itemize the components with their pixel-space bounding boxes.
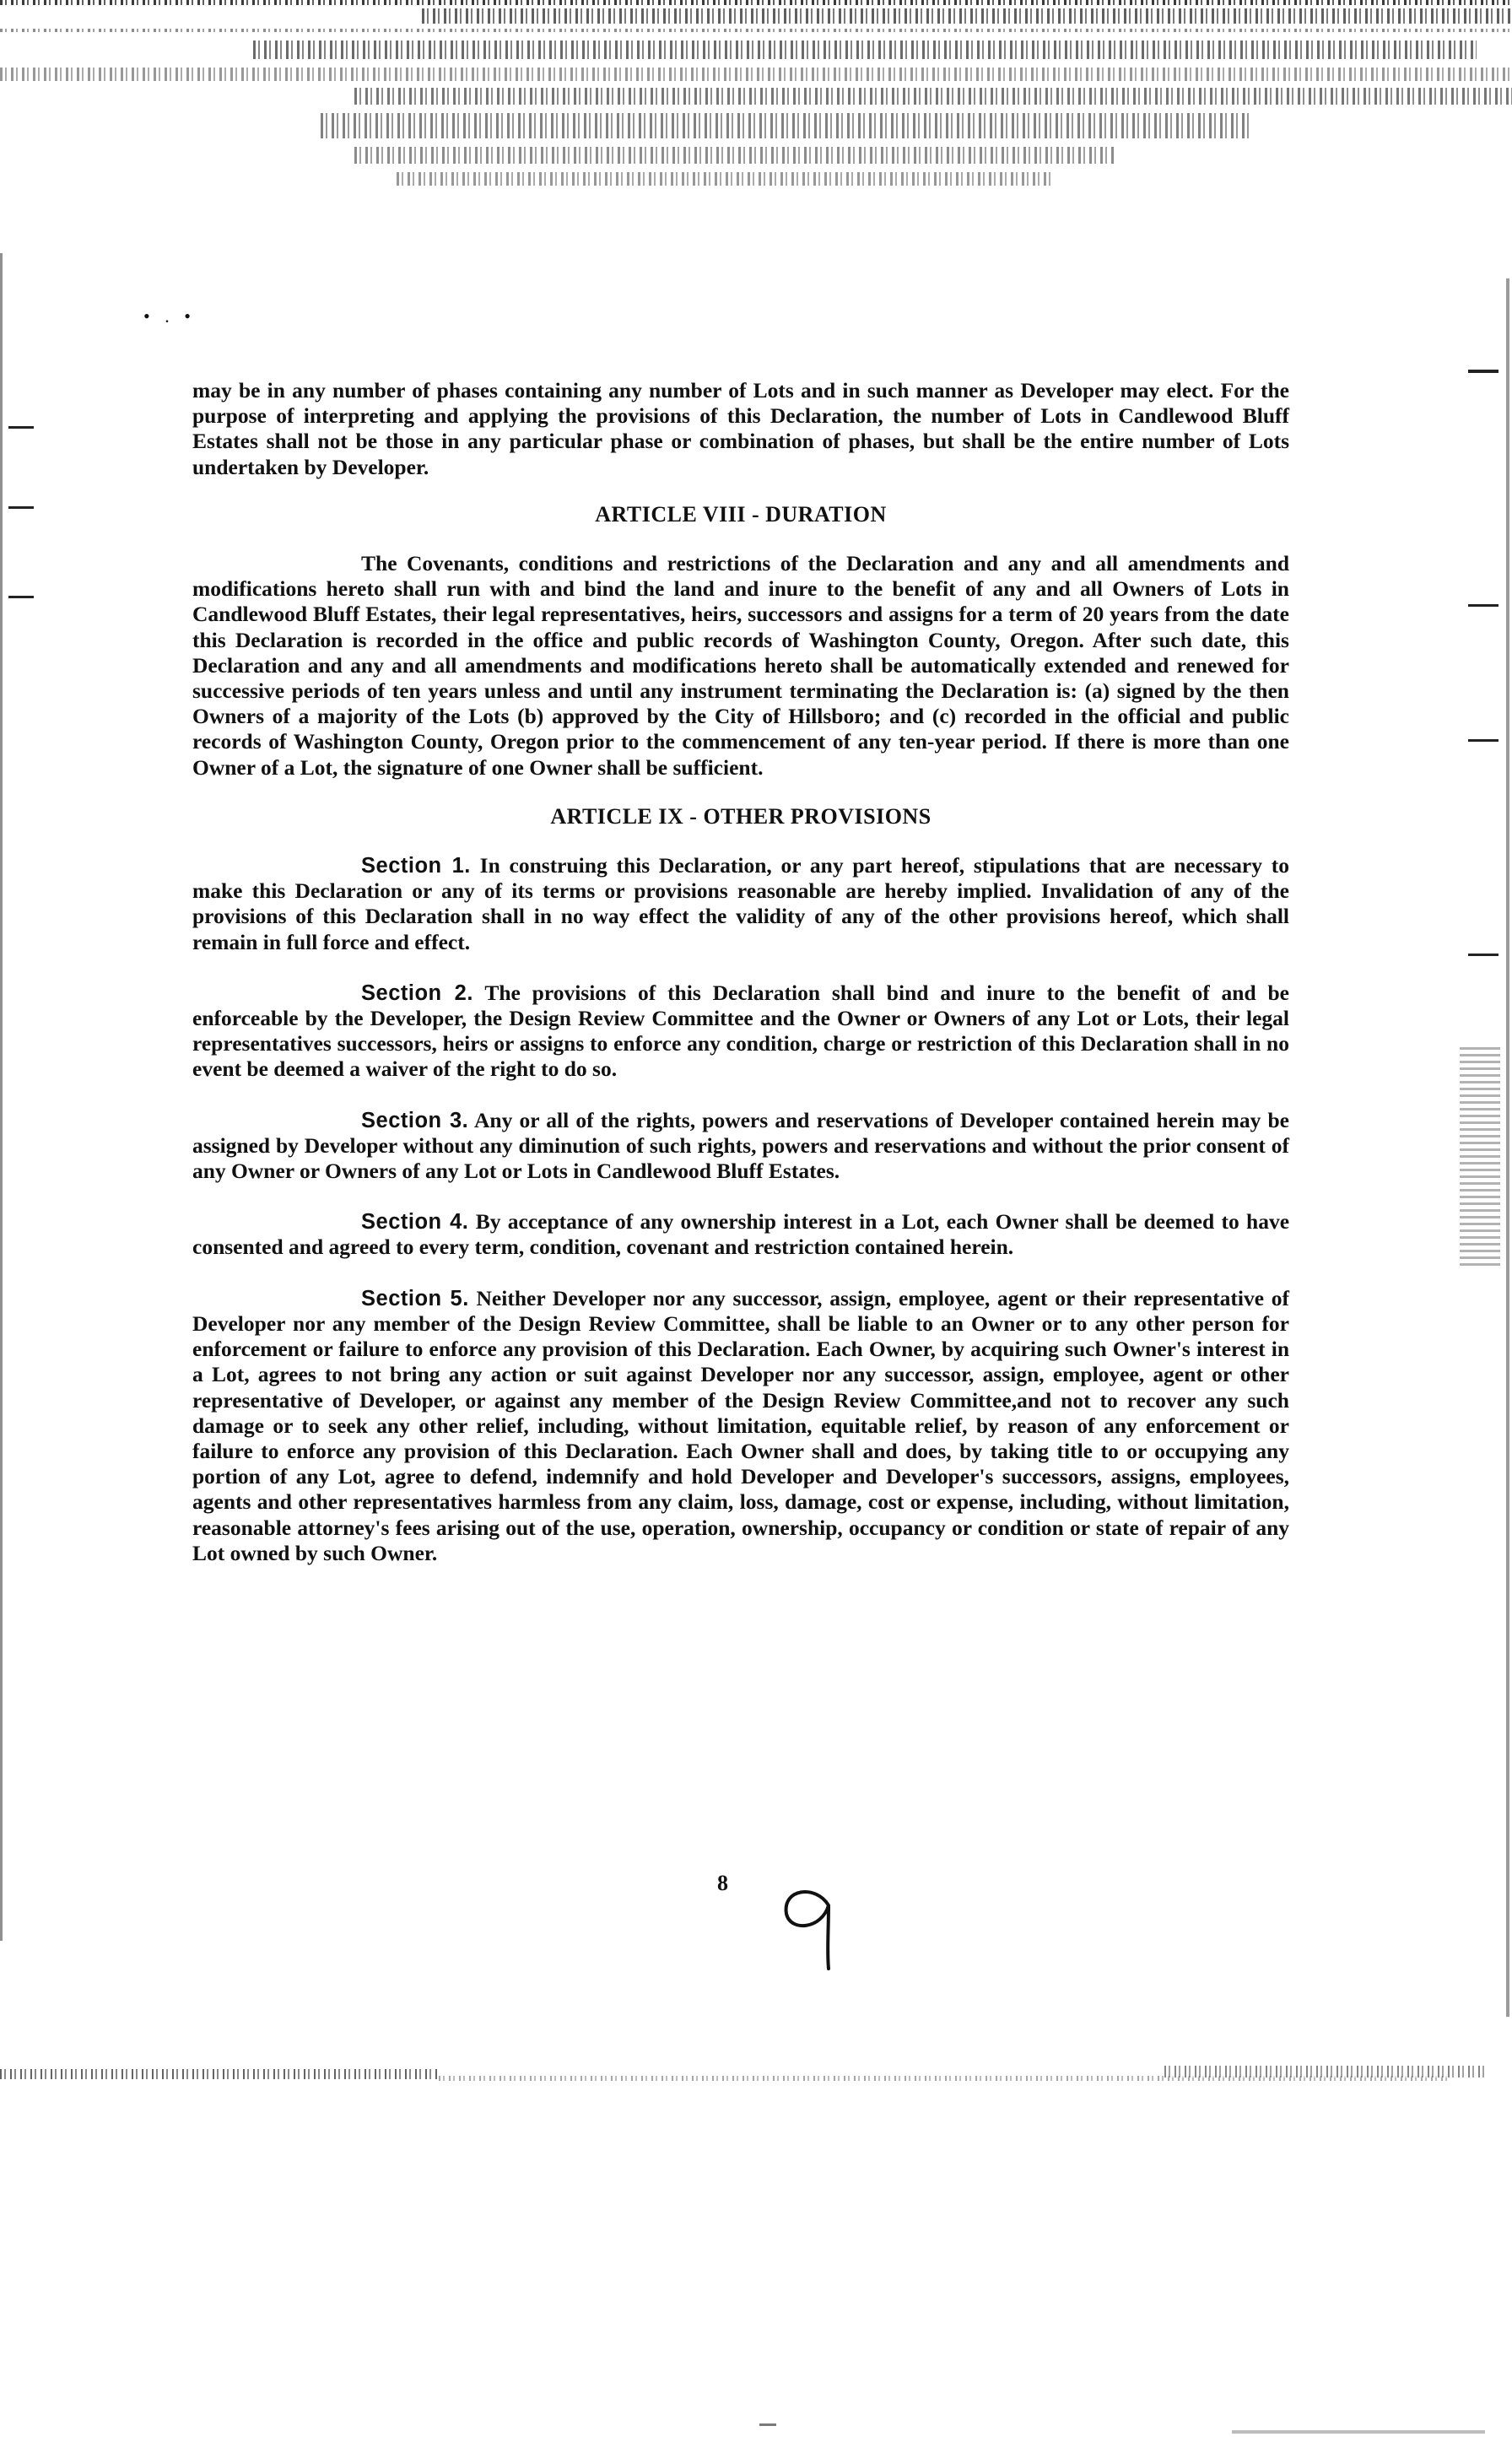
section-3-text: Any or all of the rights, powers and reservations of Developer contained herein may be assigned by Developer without any diminution of such rights, powers and reservations and without the prior consent of any Owner or Owners of any Lot or Lots in Candlewood Bluff Estates. — [192, 1107, 1289, 1184]
section-1-label: Section 1. — [361, 854, 471, 878]
article-9-heading: ARTICLE IX - OTHER PROVISIONS — [550, 803, 932, 829]
section-2-paragraph — [192, 981, 1289, 1083]
article-8-heading: ARTICLE VIII - DURATION — [595, 501, 887, 527]
bottom-speck — [1232, 2430, 1485, 2434]
section-5-paragraph — [192, 1286, 1289, 1566]
continuation-paragraph: may be in any number of phases containing any number of Lots and in such manner as Developer may elect. For the purpose of interpreting and applying the provisions of this Declaration, the number of Lots in Candlewood Bluff Estates shall not be those in any particular phase or combination of phases, but shall be the entire number of Lots undertaken by Developer. — [192, 378, 1289, 479]
section-3-label: Section 3. — [361, 1108, 469, 1132]
section-2-text: The provisions of this Declaration shall bind and inure to the benefit of and be enforceable by the Developer, the Design Review Committee and the Owner or Owners of any Lot or Lots, their legal representatives successors, heirs or assigns to enforce any condition, charge or restriction of this Declaration shall in no event be deemed a waiver of the right to do so. — [192, 980, 1290, 1082]
section-1-text: In construing this Declaration, or any part hereof, stipulations that are necessary to make this Declaration or any of its terms or provisions reasonable are hereby implied. Invalidation of any of the provisions of this Declaration shall in no way effect the validity of any of the other provisions hereof, which shall remain in full force and effect. — [192, 853, 1290, 954]
left-edge-tick — [8, 506, 34, 509]
right-edge-tick — [1468, 739, 1498, 742]
left-edge-tick — [8, 426, 34, 429]
document-body — [192, 378, 1289, 1566]
right-edge-tick — [1468, 954, 1498, 956]
article-8-paragraph: The Covenants, conditions and restrictions of the Declaration and any and all amendments and modifications hereto shall run with and bind the land and inure to the benefit of any and all Owners of Lots in Candlewood Bluff Estates, their legal representatives, heirs, successors and assigns for a term of 20 years from the date this Declaration is recorded in the office and public records of Washington County, Oregon. After such date, this Declaration and any and all amendments and modifications hereto shall be automatically extended and renewed for successive periods of ten years unless and until any instrument terminating the Declaration is: (a) signed by the then Owners of a majority of the Lots (b) approved by the City of Hillsboro; and (c) recorded in the official and public records of Washington County, Oregon prior to the commencement of any ten-year period. If there is more than one Owner of a Lot, the signature of one Owner shall be sufficient. — [192, 551, 1289, 780]
left-edge-tick — [8, 596, 34, 598]
scan-artifact-bottom — [0, 2059, 1512, 2110]
page-number: 8 — [717, 1871, 728, 1895]
scan-artifact-top — [0, 0, 1512, 211]
section-2-label: Section 2. — [361, 981, 473, 1005]
section-4-paragraph — [192, 1209, 1289, 1260]
right-edge-mark — [1506, 278, 1509, 2017]
handwritten-page-mark — [770, 1880, 845, 1973]
right-edge-tick — [1468, 604, 1498, 607]
section-4-label: Section 4. — [361, 1210, 469, 1235]
scan-speckle: • . • — [143, 305, 196, 327]
section-4-text: By acceptance of any ownership interest in a Lot, each Owner shall be deemed to have consented and agreed to every term, condition, covenant and restriction contained herein. — [192, 1209, 1290, 1260]
section-5-text: Neither Developer nor any successor, assign, employee, agent or their representative of Developer nor any member of the Design Review Committee, shall be liable to an Owner or to any other person for enforcement or failure to enforce any provision of this Declaration. Each Owner, by acquiring such Owner's interest in a Lot, agrees to not bring any action or suit against Developer nor any successor, assign, employee, agent or other representative of Developer, or against any member of the Design Review Committee,and not to recover any such damage or to seek any other relief, including, without limitation, equitable relief, by reason of any enforcement or failure to enforce any provision of this Declaration. Each Owner shall and does, by taking title to or occupying any portion of any Lot, agree to defend, indemnify and hold Developer and Developer's successors, assigns, employees, agents and other representatives harmless from any claim, loss, damage, cost or expense, including, without limitation, reasonable attorney's fees arising out of the use, operation, ownership, occupancy or condition or state of repair of any Lot owned by such Owner. — [192, 1285, 1289, 1565]
left-edge-mark — [0, 253, 3, 1941]
section-3-paragraph — [192, 1108, 1289, 1185]
section-5-label: Section 5. — [361, 1286, 469, 1310]
right-edge-tick — [1468, 370, 1498, 373]
right-edge-noise — [1460, 1046, 1500, 1266]
section-1-paragraph — [192, 853, 1289, 955]
bottom-speck — [759, 2423, 776, 2426]
